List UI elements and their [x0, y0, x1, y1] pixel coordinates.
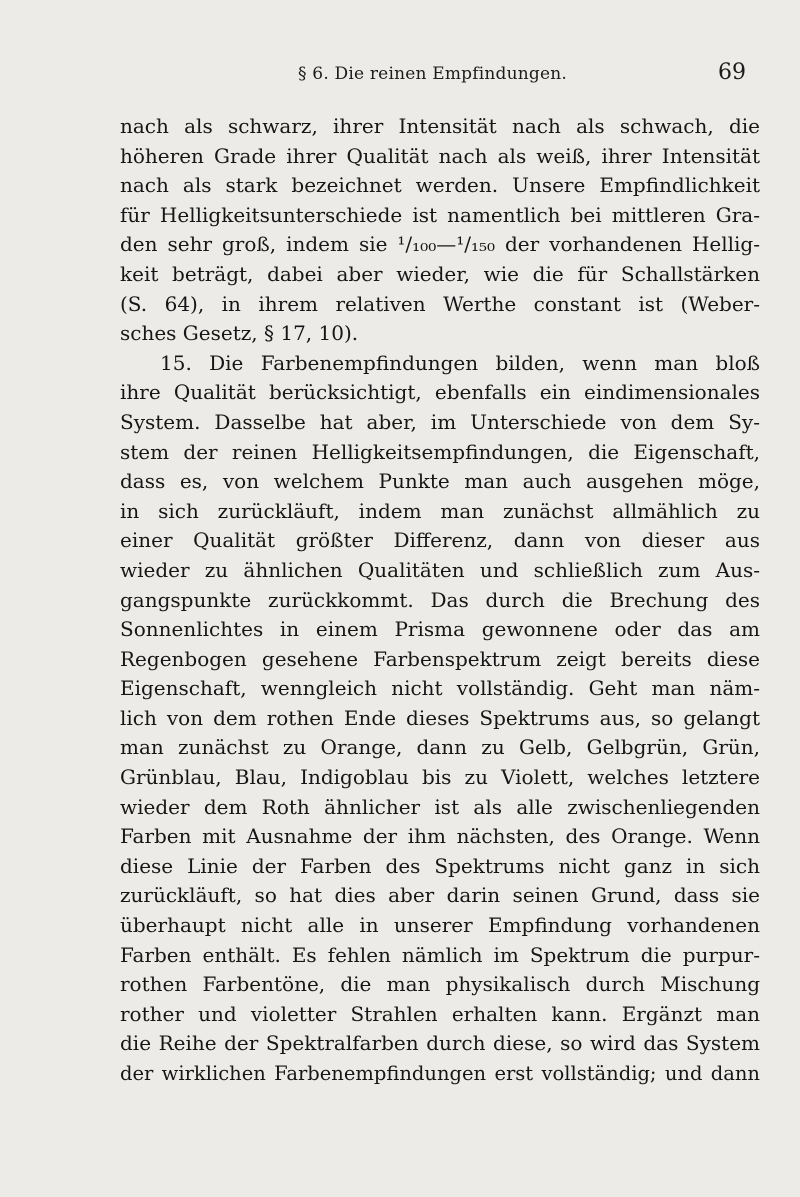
- text-line: überhaupt nicht alle in unserer Empfindung vorhandenen: [120, 913, 760, 938]
- text-line: nach als schwarz, ihrer Intensität nach als schwach, die: [120, 114, 760, 138]
- text-line: System. Dasselbe hat aber, im Unterschiede von dem Sy-: [120, 409, 760, 434]
- text-line: Sonnenlichtes in einem Prisma gewonnene oder das am: [120, 617, 760, 642]
- text-line: man zunächst zu Orange, dann zu Gelb, Gelbgrün, Grün,: [120, 735, 760, 760]
- section-title: § 6. Die reinen Empfindungen.: [298, 64, 568, 84]
- text-line: rother und violetter Strahlen erhalten kann. Ergänzt man: [120, 1001, 760, 1026]
- text-line: keit beträgt, dabei aber wieder, wie die für Schallstärken: [120, 261, 760, 286]
- text-line: 15. Die Farbenempfindungen bilden, wenn man bloß: [160, 350, 760, 375]
- text-line: diese Linie der Farben des Spektrums nicht ganz in sich: [120, 853, 760, 878]
- text-line: Regenbogen gesehene Farbenspektrum zeigt bereits diese: [120, 646, 760, 671]
- text-line: rothen Farbentöne, die man physikalisch durch Mischung: [120, 972, 760, 997]
- running-head: [0, 60, 800, 92]
- text-line: höheren Grade ihrer Qualität nach als weiß, ihrer Intensität: [120, 143, 760, 168]
- text-line: ihre Qualität berücksichtigt, ebenfalls ein eindimensionales: [120, 380, 760, 405]
- text-line: sches Gesetz, § 17, 10).: [120, 321, 359, 346]
- text-line: gangspunkte zurückkommt. Das durch die Brechung des: [120, 587, 760, 612]
- text-line: wieder zu ähnlichen Qualitäten und schließlich zum Aus-: [120, 557, 760, 582]
- text-line: dass es, von welchem Punkte man auch ausgehen möge,: [120, 469, 760, 494]
- text-line: nach als stark bezeichnet werden. Unsere Empfindlichkeit: [120, 173, 760, 198]
- text-line: der wirklichen Farbenempfindungen erst vollständig; und dann: [120, 1062, 760, 1085]
- page-number: 69: [718, 60, 746, 85]
- text-line: zurückläuft, so hat dies aber darin seinen Grund, dass sie: [120, 883, 760, 908]
- text-line: stem der reinen Helligkeitsempfindungen, die Eigenschaft,: [120, 439, 760, 464]
- text-line: einer Qualität größter Differenz, dann von dieser aus: [120, 528, 760, 553]
- body-text: [120, 112, 760, 1089]
- text-line: den sehr groß, indem sie ¹/₁₀₀—¹/₁₅₀ der vorhandenen Hellig-: [120, 232, 760, 257]
- text-line: Eigenschaft, wenngleich nicht vollständig. Geht man näm-: [120, 676, 760, 701]
- text-line: die Reihe der Spektralfarben durch diese, so wird das System: [120, 1031, 760, 1056]
- text-line: in sich zurückläuft, indem man zunächst allmählich zu: [120, 498, 760, 523]
- text-line: (S. 64), in ihrem relativen Werthe constant ist (Weber-: [120, 291, 760, 316]
- text-line: Farben mit Ausnahme der ihm nächsten, des Orange. Wenn: [120, 824, 760, 849]
- text-line: wieder dem Roth ähnlicher ist als alle zwischenliegenden: [120, 794, 760, 819]
- text-line: für Helligkeitsunterschiede ist namentlich bei mittleren Gra-: [120, 202, 760, 227]
- text-line: Grünblau, Blau, Indigoblau bis zu Violett, welches letztere: [120, 765, 760, 790]
- text-line: Farben enthält. Es fehlen nämlich im Spektrum die purpur-: [120, 942, 760, 967]
- text-line: lich von dem rothen Ende dieses Spektrums aus, so gelangt: [120, 705, 760, 730]
